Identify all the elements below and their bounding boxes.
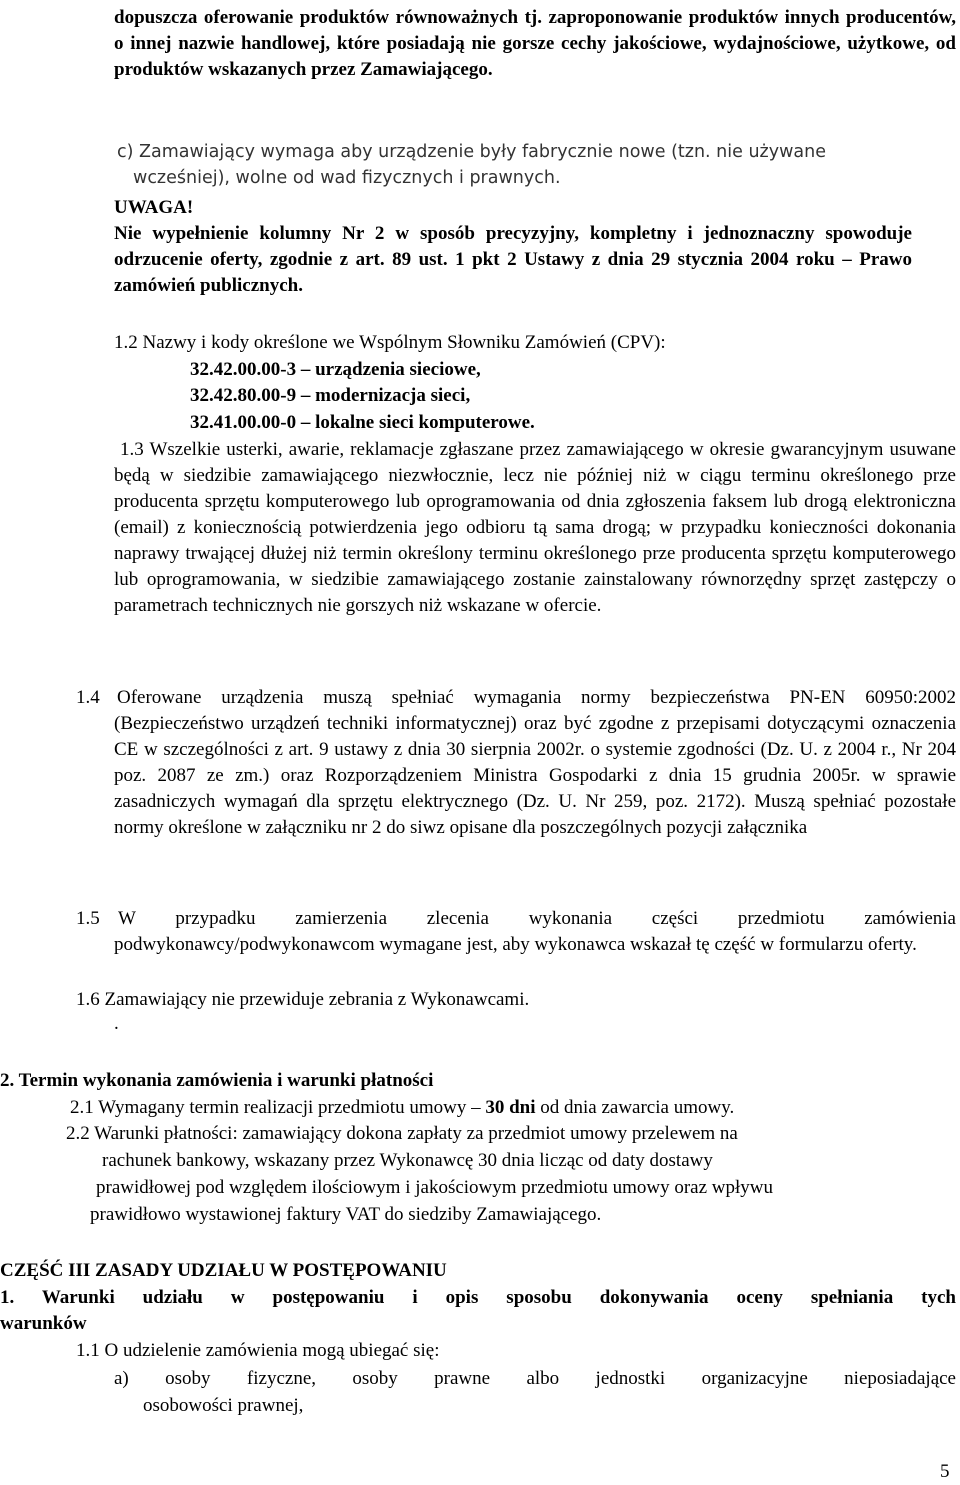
paragraph-1-5-number: 1.5 bbox=[76, 908, 100, 929]
part-3-subheading-line1: 1. Warunki udziału w postępowaniu i opis sposobu dokonywania oceny spełniania tych bbox=[0, 1287, 956, 1308]
paragraph-1-4: Oferowane urządzenia muszą spełniać wymagania normy bezpieczeństwa PN-EN 60950:2002 (Bezpieczeństwo urządzeń techniki informatycznej) oraz być zgodne z przepisami dotyczącymi oznaczenia CE w szczególności z art. 9 ustawy z dnia 30 sierpnia 2002r. o systemie zgodności (Dz. U. z 2004 r., Nr 204 poz. 2087 ze zm.) oraz Rozporządzeniem Ministra Gospodarki z dnia 15 grudnia 2005r. w sprawie zasadniczych wymagań dla sprzętu elektrycznego (Dz. U. Nr 259, poz. 2172). Muszą spełniać pozostałe normy określone w załączniku nr 2 do siwz opisane dla poszczególnych pozycji załącznika bbox=[114, 687, 956, 838]
paragraph-2-2-line4: prawidłowo wystawionej faktury VAT do siedziby Zamawiającego. bbox=[90, 1204, 602, 1225]
paragraph-2-2-line3: prawidłowej pod względem ilościowym i jakościowym przedmiotu umowy oraz wpływu bbox=[96, 1177, 774, 1198]
stray-dot: . bbox=[114, 1013, 119, 1034]
paragraph-1-6: 1.6 Zamawiający nie przewiduje zebrania z Wykonawcami. bbox=[76, 989, 530, 1010]
paragraph-1-3: 1.3 Wszelkie usterki, awarie, reklamacje zgłaszane przez zamawiającego w okresie gwarancyjnym usuwane będą w siedzibie zamawiającego niezwłocznie, lecz nie później niż w ciągu terminu określonego prze producenta sprzętu komputerowego lub oprogramowania od dnia zgłoszenia faksem lub drogą elektroniczna (email) z koniecznością potwierdzenia jego odbioru tą sama drogą; w przypadku konieczności dokonania naprawy trwającej dłużej niż termin określony terminu określonego prze producenta sprzętu komputerowego lub oprogramowania, w siedzibie zamawiającego zostanie zainstalowany równorzędny sprzęt zastępczy o parametrach technicznych nie gorszych niż wskazane w ofercie. bbox=[114, 439, 956, 616]
paragraph-2-1 bbox=[70, 1095, 734, 1121]
item-c-line1-text: c) Zamawiający wymaga aby urządzenie były fabrycznie nowe (tzn. nie używane bbox=[117, 142, 826, 162]
part-3-heading: CZĘŚĆ III ZASADY UDZIAŁU W POSTĘPOWANIU bbox=[0, 1260, 447, 1281]
paragraph-1-4-number: 1.4 bbox=[76, 687, 100, 708]
paragraph-2-1-bold: 30 dni bbox=[485, 1097, 536, 1118]
cpv-code-2: 32.42.80.00-9 – modernizacja sieci, bbox=[190, 385, 471, 406]
paragraph-2-1-pre: 2.1 Wymagany termin realizacji przedmiotu umowy – bbox=[70, 1097, 486, 1118]
part-3-subheading-line2: warunków bbox=[0, 1313, 87, 1334]
cpv-code-1: 32.42.00.00-3 – urządzenia sieciowe, bbox=[190, 359, 481, 380]
item-a-line2: osobowości prawnej, bbox=[143, 1395, 304, 1416]
paragraph-2-2-line1: 2.2 Warunki płatności: zamawiający dokona zapłaty za przedmiot umowy przelewem na bbox=[66, 1123, 738, 1144]
paragraph-2-2-line2: rachunek bankowy, wskazany przez Wykonawcę 30 dnia licząc od daty dostawy bbox=[102, 1150, 713, 1171]
cpv-code-3: 32.41.00.00-0 – lokalne sieci komputerowe. bbox=[190, 412, 535, 433]
cpv-heading: 1.2 Nazwy i kody określone we Wspólnym Słowniku Zamówień (CPV): bbox=[114, 332, 666, 353]
intro-paragraph: dopuszcza oferowanie produktów równoważnych tj. zaproponowanie produktów innych producentów, o innej nazwie handlowej, które posiadają nie gorsze cechy jakościowe, wydajnościowe, użytkowe, od produktów wskazanych przez Zamawiającego. bbox=[114, 7, 956, 80]
item-a-line1: a) osoby fizyczne, osoby prawne albo jednostki organizacyjne nieposiadające bbox=[114, 1368, 956, 1389]
item-c-line2: wcześniej), wolne od wad fizycznych i prawnych. bbox=[133, 168, 561, 188]
item-c-line1 bbox=[114, 139, 960, 165]
warning-heading: UWAGA! bbox=[114, 197, 194, 218]
paragraph-2-1-post: od dnia zawarcia umowy. bbox=[535, 1097, 735, 1118]
section-2-heading: 2. Termin wykonania zamówienia i warunki płatności bbox=[0, 1070, 434, 1091]
warning-text: Nie wypełnienie kolumny Nr 2 w sposób precyzyjny, kompletny i jednoznaczny spowoduje odrzucenie oferty, zgodnie z art. 89 ust. 1 pkt 2 Ustawy z dnia 29 stycznia 2004 roku – Prawo zamówień publicznych. bbox=[114, 223, 912, 296]
paragraph-3-1-1: 1.1 O udzielenie zamówienia mogą ubiegać się: bbox=[76, 1340, 440, 1361]
paragraph-1-5: W przypadku zamierzenia zlecenia wykonania części przedmiotu zamówienia podwykonawcy/podwykonawcom wymagane jest, aby wykonawca wskazał tę część w formularzu oferty. bbox=[114, 908, 956, 955]
page-number: 5 bbox=[940, 1461, 950, 1482]
